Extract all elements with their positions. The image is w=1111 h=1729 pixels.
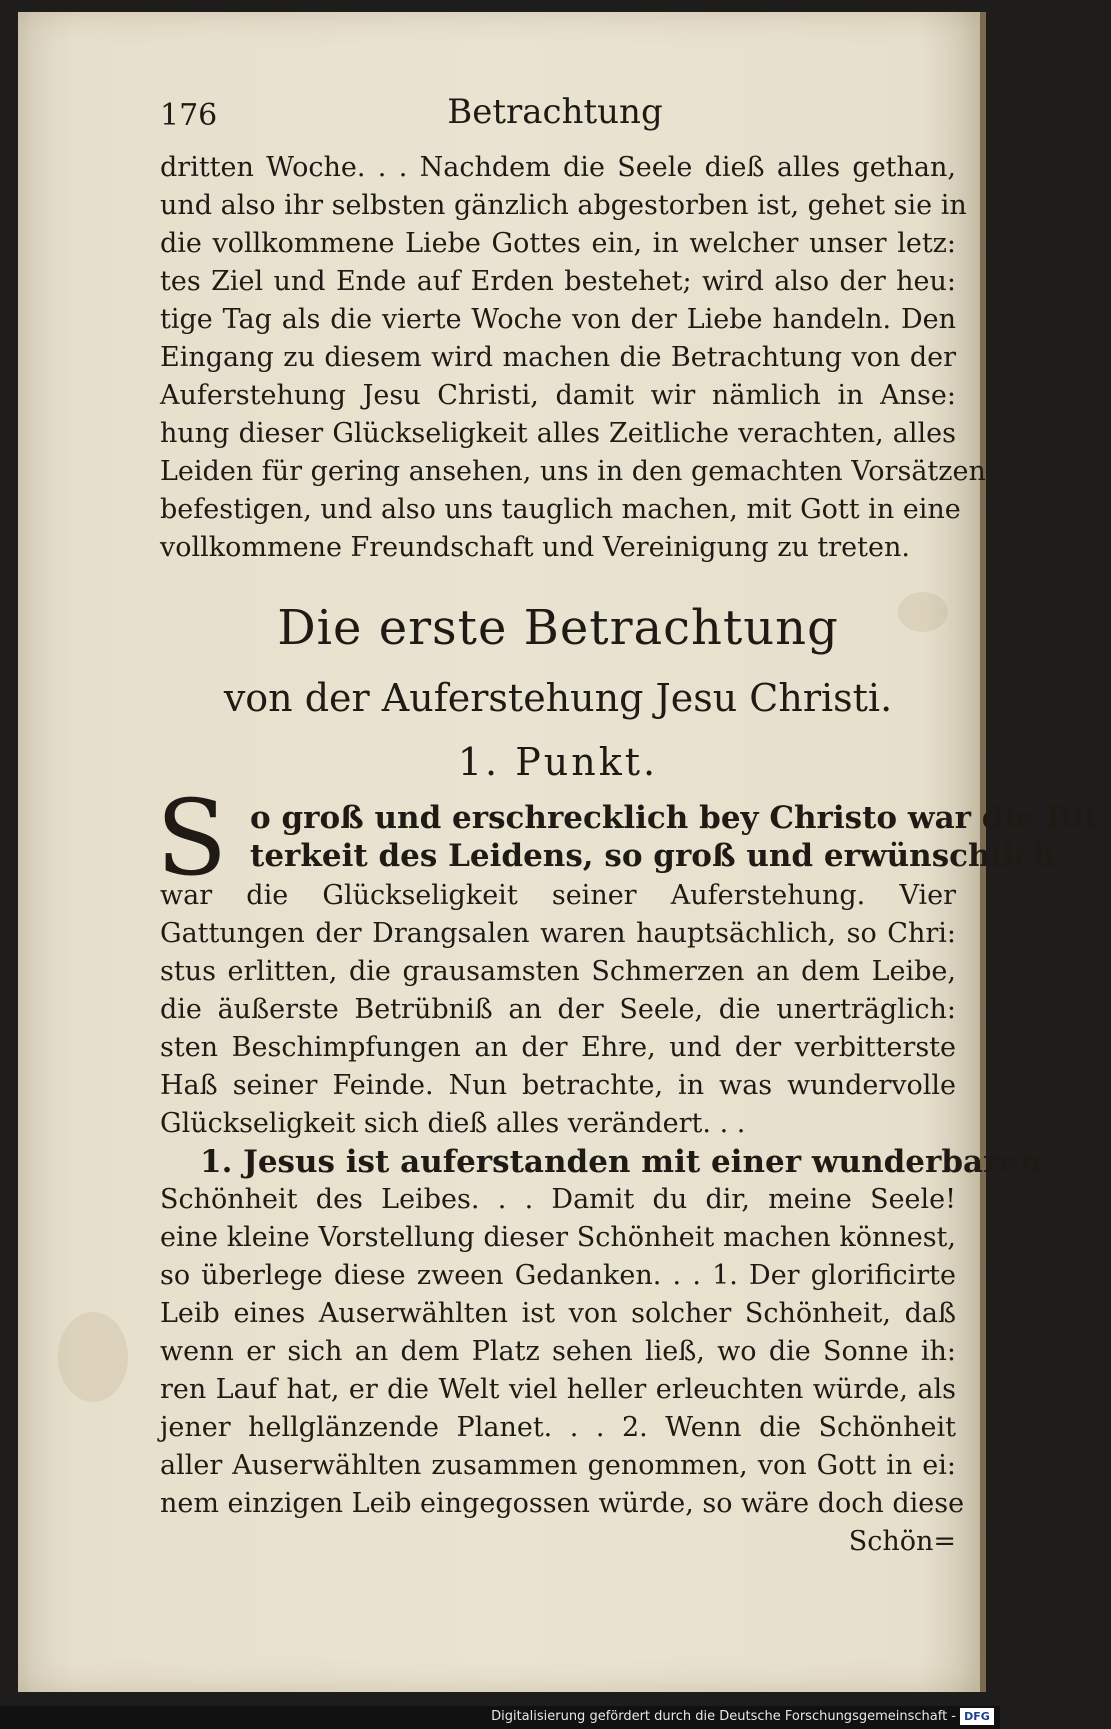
text-line: stus erlitten, die grausamsten Schmerzen an dem Leibe, — [160, 956, 956, 987]
text-line: Schönheit des Leibes. . . Damit du dir, meine Seele! — [160, 1184, 956, 1215]
text-line: Haß seiner Feinde. Nun betrachte, in was wundervolle — [160, 1070, 956, 1101]
text-line: so überlege diese zween Gedanken. . . 1. Der glorificirte — [160, 1260, 956, 1291]
text-line: Glückseligkeit sich dieß alles verändert. . . — [160, 1108, 746, 1139]
text-line: hung dieser Glückseligkeit alles Zeitliche verachten, alles — [160, 418, 956, 449]
text-line: tes Ziel und Ende auf Erden bestehet; wird also der heu: — [160, 266, 956, 297]
text-line: vollkommene Freundschaft und Vereinigung zu treten. — [160, 532, 910, 563]
text-line: terkeit des Leidens, so groß und erwünschlich — [250, 838, 1056, 874]
text-line: Gattungen der Drangsalen waren hauptsächlich, so Chri: — [160, 918, 956, 949]
text-line: wenn er sich an dem Platz sehen ließ, wo die Sonne ih: — [160, 1336, 956, 1367]
text-line: 1. Jesus ist auferstanden mit einer wunderbaren — [200, 1144, 1042, 1180]
text-line: die äußerste Betrübniß an der Seele, die unerträglich: — [160, 994, 956, 1025]
text-line: und also ihr selbsten gänzlich abgestorben ist, gehet sie in — [160, 190, 967, 221]
text-line: nem einzigen Leib eingegossen würde, so wäre doch diese — [160, 1488, 965, 1519]
text-line: Eingang zu diesem wird machen die Betrachtung von der — [160, 342, 956, 373]
text-line: Auferstehung Jesu Christi, damit wir nämlich in Anse: — [160, 380, 956, 411]
page-number: 176 — [160, 98, 218, 133]
text-line: war die Glückseligkeit seiner Auferstehung. Vier — [160, 880, 956, 911]
funding-notice: Digitalisierung gefördert durch die Deutsche Forschungsgemeinschaft - — [491, 1709, 956, 1724]
section-subtitle: von der Auferstehung Jesu Christi. — [223, 676, 893, 720]
drop-cap: S — [156, 777, 228, 899]
paper-stain — [58, 1312, 128, 1402]
text-line: o groß und erschrecklich bey Christo war die Bit- — [250, 800, 1111, 836]
dfg-logo: DFG — [960, 1708, 994, 1725]
catchword: Schön= — [848, 1526, 956, 1557]
text-line: dritten Woche. . . Nachdem die Seele dieß alles gethan, — [160, 152, 956, 183]
text-line: aller Auserwählten zusammen genommen, von Gott in ei: — [160, 1450, 956, 1481]
text-line: Leib eines Auserwählten ist von solcher Schönheit, daß — [160, 1298, 956, 1329]
text-line: befestigen, und also uns tauglich machen, mit Gott in eine — [160, 494, 961, 525]
text-line: ren Lauf hat, er die Welt viel heller erleuchten würde, als — [160, 1374, 956, 1405]
text-line: die vollkommene Liebe Gottes ein, in welcher unser letz: — [160, 228, 956, 259]
section-title: Die erste Betrachtung — [277, 600, 839, 656]
point-heading: 1. Punkt. — [457, 740, 659, 784]
text-line: eine kleine Vorstellung dieser Schönheit machen könnest, — [160, 1222, 956, 1253]
text-line: Leiden für gering ansehen, uns in den gemachten Vorsätzen — [160, 456, 986, 487]
text-line: jener hellglänzende Planet. . . 2. Wenn die Schönheit — [160, 1412, 956, 1443]
text-line: sten Beschimpfungen an der Ehre, und der verbitterste — [160, 1032, 956, 1063]
text-line: tige Tag als die vierte Woche von der Liebe handeln. Den — [160, 304, 956, 335]
running-header: Betrachtung — [447, 92, 663, 132]
